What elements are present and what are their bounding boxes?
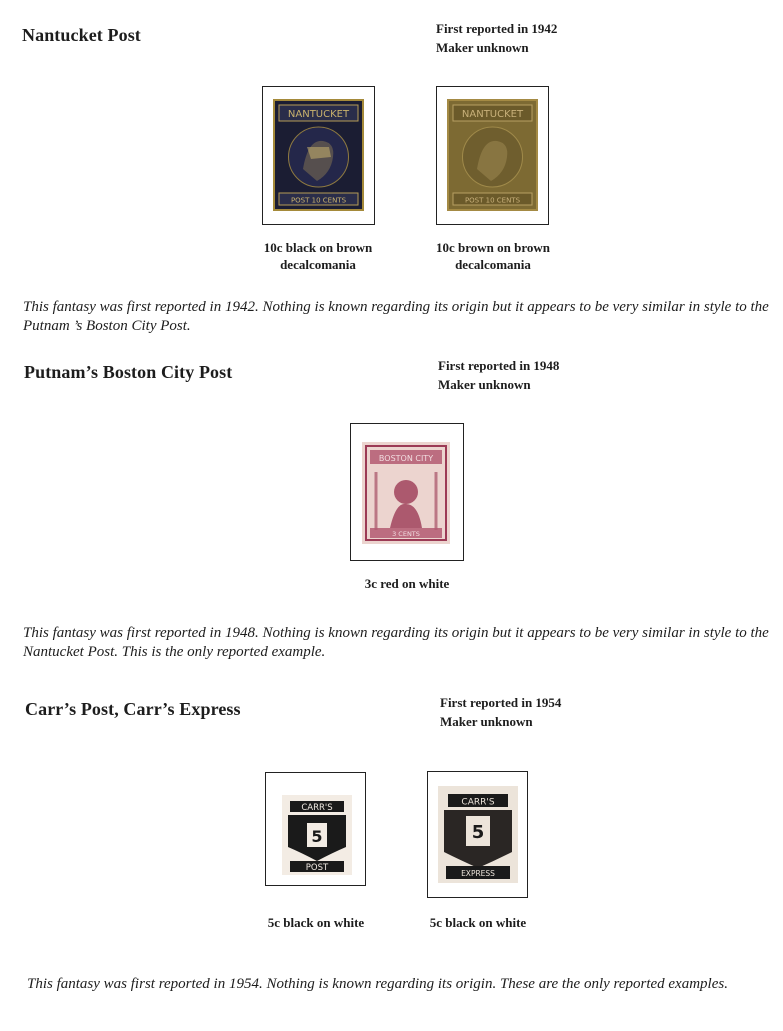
section-title-putnam: Putnam’s Boston City Post (24, 362, 233, 382)
stamp-text-bottom: POST 10 CENTS (464, 196, 521, 205)
stamp-text-bottom: 3 CENTS (392, 530, 420, 538)
stamp-frame-nantucket-black (262, 86, 375, 225)
description-carrs: This fantasy was first reported in 1954. Nothing is known regarding its origin. These are the only reported examples. (27, 976, 728, 992)
stamp-frame-nantucket-brown (436, 86, 549, 225)
stamp-text-bottom: EXPRESS (461, 869, 495, 878)
stamp-text-value: 5 (471, 822, 485, 843)
stamp-caption-nantucket-black (238, 239, 398, 273)
section-title-carrs: Carr’s Post, Carr’s Express (25, 699, 241, 719)
reported-date-carrs: First reported in 1954 (440, 695, 562, 710)
stamp-image-carrs-express (438, 786, 518, 883)
caption-line-1: 10c brown on brown (435, 240, 551, 255)
description-nantucket: This fantasy was first reported in 1942. Nothing is known regarding its origin but it appears to be very similar in style to the Putnam ’s Boston City Post. (23, 299, 769, 334)
stamp-caption-nantucket-brown (413, 239, 573, 273)
stamp-text-top: CARR'S (301, 803, 333, 813)
stamp-text-bottom: POST 10 CENTS (290, 196, 347, 205)
description-putnam: This fantasy was first reported in 1948. Nothing is known regarding its origin but it appears to be very similar in style to the Nantucket Post. This is the only reported example. (23, 625, 769, 660)
caption-line-1: 10c black on brown (263, 240, 373, 255)
stamp-text-top: CARR'S (461, 797, 495, 808)
stamp-image-putnam (362, 442, 450, 544)
reported-date-nantucket: First reported in 1942 (436, 21, 558, 36)
section-title-nantucket: Nantucket Post (22, 25, 141, 45)
maker-nantucket: Maker unknown (436, 40, 529, 55)
stamp-frame-carrs-post (265, 772, 366, 886)
stamp-text-bottom: POST (305, 863, 329, 873)
stamp-text-top: NANTUCKET (287, 109, 350, 120)
reported-date-putnam: First reported in 1948 (438, 358, 560, 373)
stamp-caption-carrs-express: 5c black on white (429, 915, 527, 930)
caption-line-2: decalcomania (455, 257, 531, 272)
stamp-frame-carrs-express (427, 771, 528, 898)
caption-line-2: decalcomania (280, 257, 356, 272)
stamp-text-value: 5 (311, 827, 323, 846)
stamp-frame-putnam (350, 423, 464, 561)
maker-carrs: Maker unknown (440, 714, 533, 729)
stamp-image-nantucket-brown (447, 99, 538, 211)
stamp-caption-putnam: 3c red on white (364, 576, 450, 591)
stamp-text-top: BOSTON CITY (378, 454, 434, 463)
stamp-image-nantucket-black (273, 99, 364, 211)
stamp-caption-carrs-post: 5c black on white (267, 915, 365, 930)
maker-putnam: Maker unknown (438, 377, 531, 392)
stamp-text-top: NANTUCKET (461, 109, 524, 120)
stamp-image-carrs-post (282, 795, 352, 875)
